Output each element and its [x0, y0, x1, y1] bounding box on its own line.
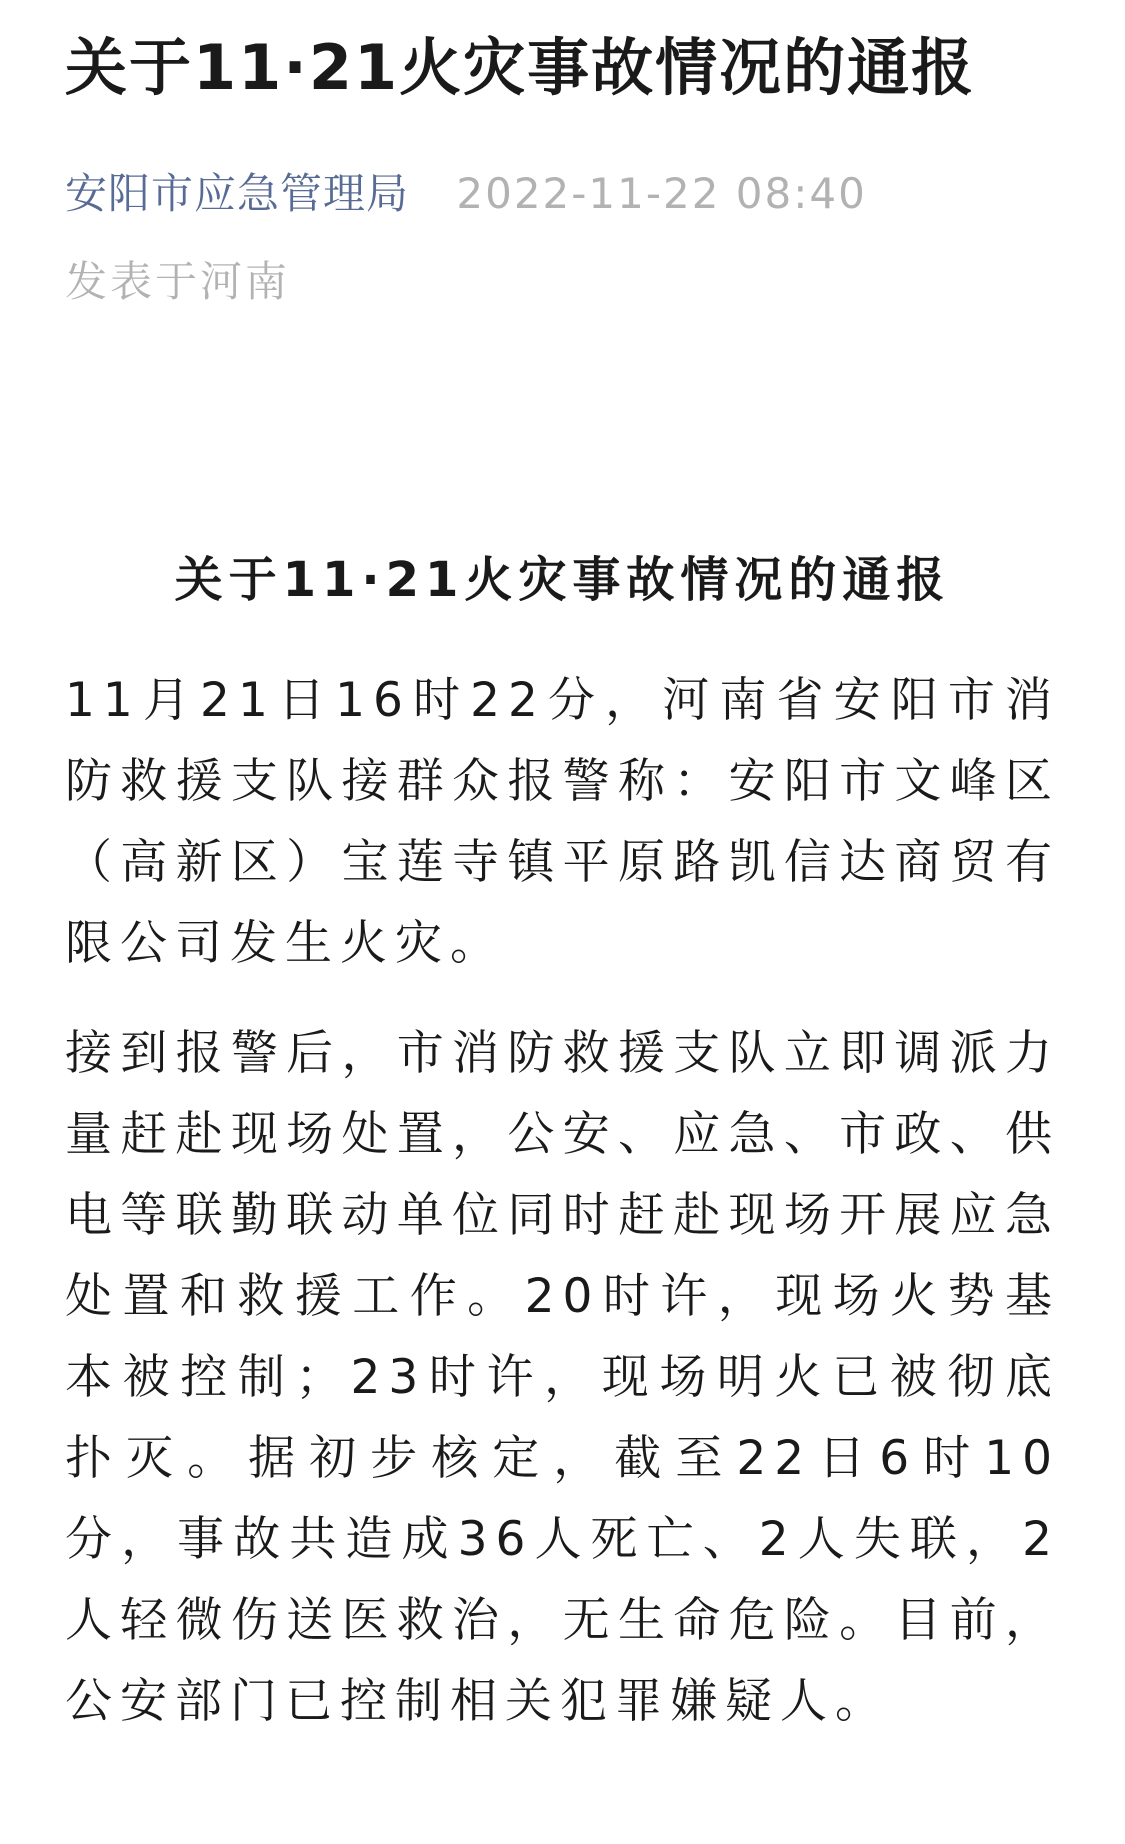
publish-time: 2022-11-22 08:40: [456, 169, 867, 218]
article-title: 关于11·21火灾事故情况的通报: [65, 31, 976, 104]
body-paragraph-1: 11月21日16时22分，河南省安阳市消防救援支队接群众报警称：安阳市文峰区（高新区）宝莲寺镇平原路凯信达商贸有限公司发生火灾。: [65, 673, 1060, 971]
article-meta: [65, 164, 1060, 224]
account-name-link[interactable]: 安阳市应急管理局: [65, 169, 410, 218]
publish-location: 发表于河南: [65, 257, 291, 306]
body-paragraph-2: 接到报警后，市消防救援支队立即调派力量赶赴现场处置，公安、应急、市政、供电等联勤联动单位同时赶赴现场开展应急处置和救援工作。20时许，现场火势基本被控制；23时许，现场明火已被彻底扑灭。据初步核定，截至22日6时10分，事故共造成36人死亡、2人失联，2人轻微伤送医救治，无生命危险。目前，公安部门已控制相关犯罪嫌疑人。: [65, 1026, 1060, 1729]
notice-heading: 关于11·21火灾事故情况的通报: [174, 552, 951, 608]
